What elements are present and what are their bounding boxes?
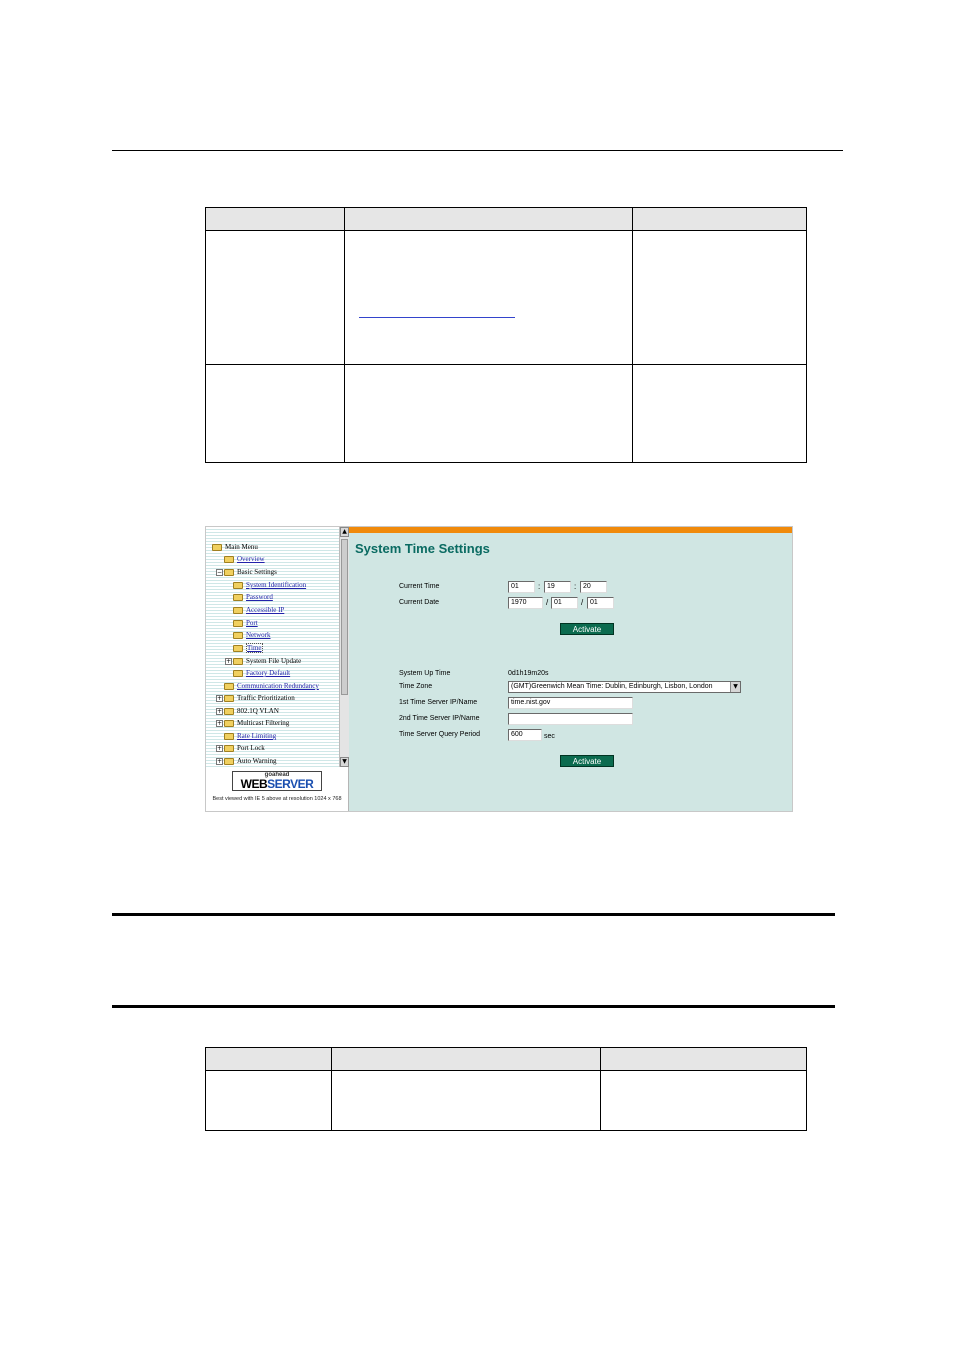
current-time-label: Current Time — [399, 583, 440, 590]
menu-item-port-lock[interactable]: + Port Lock — [217, 744, 265, 752]
menu-item-time[interactable]: Time — [233, 642, 263, 654]
table-cell — [633, 365, 807, 463]
date-separator: / — [581, 598, 584, 607]
settings-table-bottom — [205, 1047, 807, 1131]
folder-icon — [233, 620, 243, 627]
blank-hyperlink[interactable] — [359, 317, 515, 318]
scrollbar-thumb[interactable] — [341, 539, 348, 695]
menu-item-port[interactable]: Port — [233, 617, 258, 629]
menu-item-multicast-filtering[interactable]: + Multicast Filtering — [217, 719, 290, 727]
folder-icon — [224, 720, 234, 727]
server2-label: 2nd Time Server IP/Name — [399, 715, 480, 722]
activate-time-button[interactable]: Activate — [560, 623, 614, 635]
table-header-cell — [344, 208, 633, 231]
menu-item-network[interactable]: Network — [233, 629, 271, 641]
server1-input[interactable]: time.nist.gov — [508, 697, 633, 709]
table-header-row — [206, 1048, 807, 1071]
table-cell — [331, 1071, 601, 1131]
time-separator: : — [538, 582, 541, 591]
menu-item-auto-warning[interactable]: + Auto Warning — [217, 757, 277, 765]
table-cell — [344, 365, 633, 463]
folder-icon — [224, 708, 234, 715]
folder-icon — [224, 758, 234, 765]
table-cell — [206, 365, 345, 463]
menu-item-rate-limiting[interactable]: Rate Limiting — [224, 730, 276, 742]
scroll-down-icon[interactable]: ▼ — [340, 757, 349, 767]
sidebar — [206, 527, 349, 812]
best-viewed-note: Best viewed with IE 5 above at resolution 1024 x 768 — [212, 796, 342, 802]
table-cell — [633, 231, 807, 365]
table-header-cell — [206, 208, 345, 231]
menu-item-basic-settings[interactable]: − Basic Settings — [217, 568, 277, 576]
chevron-down-icon[interactable]: ▼ — [730, 682, 740, 692]
goahead-webserver-logo: goahead WEBSERVER — [232, 771, 322, 791]
server2-input[interactable] — [508, 713, 633, 725]
note-rule-bottom — [112, 1005, 835, 1008]
sidebar-scrollbar[interactable] — [339, 527, 349, 767]
collapse-icon[interactable]: − — [217, 568, 223, 576]
table-row — [206, 365, 807, 463]
main-panel — [349, 533, 793, 812]
expand-icon[interactable]: + — [217, 744, 223, 752]
header-rule — [112, 150, 843, 151]
year-input[interactable]: 1970 — [508, 597, 543, 609]
table-cell — [206, 231, 345, 365]
time-zone-label: Time Zone — [399, 683, 433, 690]
table-cell — [601, 1071, 807, 1131]
table-cell — [206, 1071, 332, 1131]
table-header-cell — [206, 1048, 332, 1071]
scroll-up-icon[interactable]: ▲ — [340, 527, 349, 537]
table-header-row — [206, 208, 807, 231]
menu-item-factory-default[interactable]: Factory Default — [233, 667, 290, 679]
expand-icon[interactable]: + — [217, 707, 223, 715]
up-time-label: System Up Time — [399, 670, 451, 677]
menu-item-system-file-update[interactable]: + System File Update — [226, 657, 302, 665]
menu-item-overview[interactable]: Overview — [224, 553, 265, 565]
menu-item-system-identification[interactable]: System Identification — [233, 579, 306, 591]
expand-icon[interactable]: + — [217, 757, 223, 765]
server1-label: 1st Time Server IP/Name — [399, 699, 478, 706]
folder-icon — [233, 670, 243, 677]
table-row — [206, 1071, 807, 1131]
table-header-cell — [633, 208, 807, 231]
query-period-label: Time Server Query Period — [399, 731, 481, 738]
folder-icon — [233, 607, 243, 614]
folder-icon — [224, 556, 234, 563]
page-title: System Time Settings — [355, 541, 490, 556]
settings-table-top — [205, 207, 807, 463]
folder-icon — [233, 658, 243, 665]
day-input[interactable]: 01 — [587, 597, 614, 609]
folder-icon — [212, 544, 222, 551]
folder-icon — [224, 683, 234, 690]
table-row — [206, 231, 807, 365]
menu-tree — [206, 527, 339, 767]
table-header-cell — [601, 1048, 807, 1071]
folder-icon — [224, 745, 234, 752]
menu-item-accessible-ip[interactable]: Accessible IP — [233, 604, 284, 616]
date-separator: / — [546, 598, 549, 607]
expand-icon[interactable]: + — [217, 719, 223, 727]
up-time-value: 0d1h19m20s — [508, 670, 549, 677]
expand-icon[interactable]: + — [217, 694, 223, 702]
menu-item-vlan[interactable]: + 802.1Q VLAN — [217, 707, 279, 715]
table-header-cell — [331, 1048, 601, 1071]
screenshot-system-time-settings — [205, 526, 793, 812]
time-separator: : — [574, 582, 577, 591]
minute-input[interactable]: 19 — [544, 581, 571, 593]
month-input[interactable]: 01 — [551, 597, 578, 609]
second-input[interactable]: 20 — [580, 581, 607, 593]
folder-icon — [233, 645, 243, 652]
folder-open-icon — [224, 569, 234, 576]
folder-icon — [233, 632, 243, 639]
menu-item-communication-redundancy[interactable]: Communication Redundancy — [224, 680, 319, 692]
query-period-input[interactable]: 600 — [508, 729, 542, 741]
folder-icon — [233, 594, 243, 601]
table-cell — [344, 231, 633, 365]
folder-icon — [224, 733, 234, 740]
menu-item-traffic-prioritization[interactable]: + Traffic Prioritization — [217, 694, 295, 702]
menu-item-main-menu[interactable]: Main Menu — [212, 541, 258, 553]
time-zone-select[interactable]: (GMT)Greenwich Mean Time: Dublin, Edinburgh, Lisbon, London ▼ — [508, 681, 741, 693]
activate-server-button[interactable]: Activate — [560, 755, 614, 767]
folder-icon — [233, 582, 243, 589]
hour-input[interactable]: 01 — [508, 581, 535, 593]
query-period-unit: sec — [544, 733, 555, 740]
folder-icon — [224, 695, 234, 702]
menu-item-password[interactable]: Password — [233, 591, 273, 603]
current-date-label: Current Date — [399, 599, 440, 606]
note-rule-top — [112, 913, 835, 916]
expand-icon[interactable]: + — [226, 657, 232, 665]
